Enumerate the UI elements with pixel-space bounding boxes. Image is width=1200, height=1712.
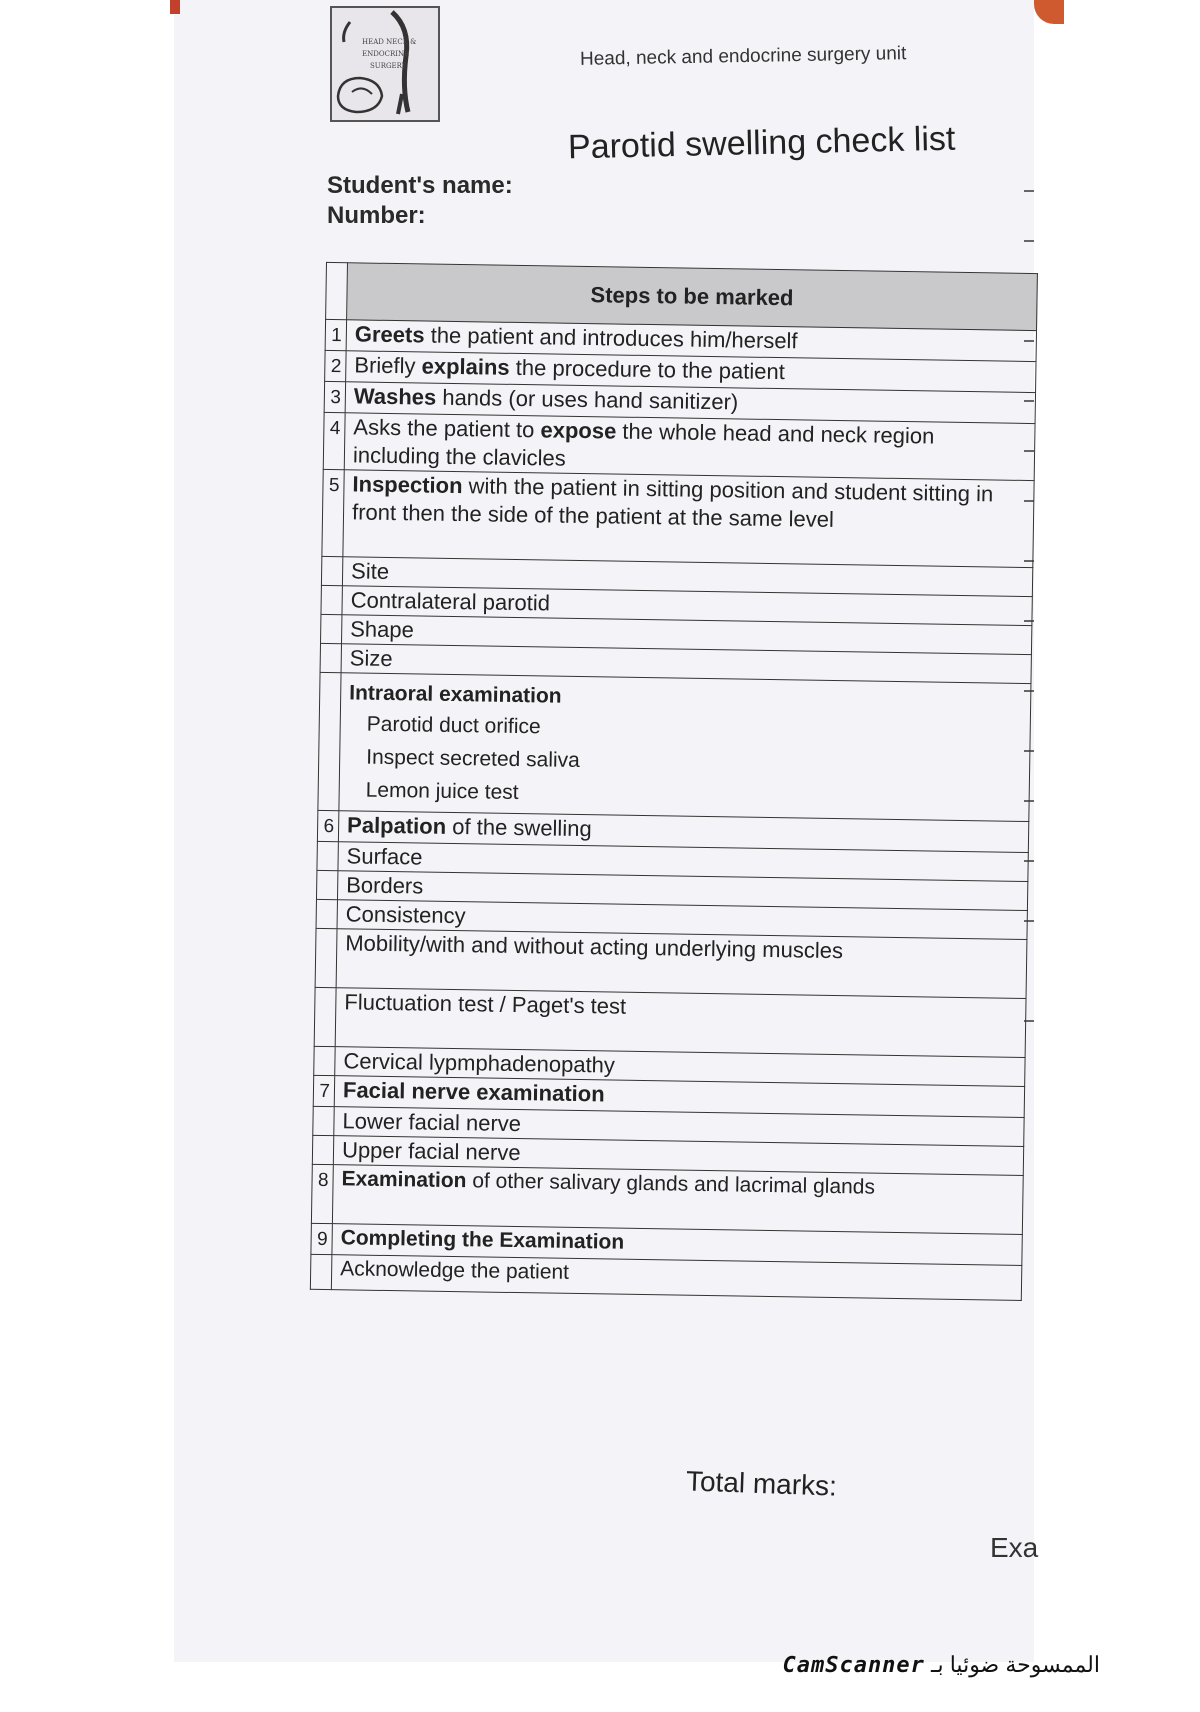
- step-number: [314, 1046, 335, 1075]
- step-number: [316, 899, 337, 928]
- step-text: Washes hands (or uses hand sanitizer): [345, 382, 1035, 424]
- step-number: [316, 870, 337, 899]
- step-text: Size: [341, 644, 1031, 684]
- step-text: Upper facial nerve: [333, 1136, 1023, 1176]
- number-label: Number:: [327, 202, 426, 229]
- table-row: [314, 987, 1026, 1057]
- intraoral-heading: Intraoral examination: [349, 681, 562, 708]
- step-text: Consistency: [337, 900, 1027, 940]
- unit-name: Head, neck and endocrine surgery unit: [579, 43, 907, 70]
- checklist-table: [310, 262, 1038, 1301]
- step-number: 7: [313, 1075, 334, 1106]
- table-row: [322, 469, 1034, 567]
- scanner-brand: CamScanner: [782, 1653, 925, 1678]
- step-text: Mobility/with and without acting underlying muscles: [336, 929, 1027, 999]
- student-name-label: Student's name:: [327, 172, 513, 199]
- step-text: [339, 673, 1031, 822]
- step-text: Facial nerve examination: [334, 1076, 1024, 1118]
- scanner-watermark: [782, 1652, 1100, 1678]
- step-text: Fluctuation test / Paget's test: [335, 988, 1026, 1058]
- sub-item: Inspect secreted saliva: [366, 745, 580, 772]
- step-text: Site: [342, 557, 1032, 597]
- step-text: Completing the Examination: [332, 1224, 1022, 1266]
- step-text: Examination of other salivary glands and lacrimal glands: [332, 1165, 1023, 1235]
- num-header-cell: [326, 262, 348, 319]
- step-text: Lower facial nerve: [334, 1107, 1024, 1147]
- step-text: Briefly explains the procedure to the patient: [346, 351, 1036, 393]
- table-row: [323, 412, 1035, 480]
- step-number: 8: [311, 1164, 333, 1223]
- table-row: [315, 928, 1027, 998]
- step-number: [317, 841, 338, 870]
- examiner-label: Exa: [990, 1532, 1039, 1563]
- total-marks-label: Total marks:: [685, 1465, 838, 1502]
- step-number: [318, 672, 341, 810]
- svg-text:ENDOCRINE: ENDOCRINE: [362, 50, 410, 58]
- svg-text:SURGERY: SURGERY: [370, 62, 407, 70]
- step-number: 9: [311, 1223, 332, 1254]
- sub-item: Lemon juice test: [365, 778, 519, 805]
- step-text: Shape: [342, 615, 1032, 655]
- step-text: Inspection with the patient in sitting position and student sitting in front then the side of the patient at the same level: [343, 470, 1034, 568]
- step-number: 2: [325, 350, 346, 381]
- steps-header: Steps to be marked: [347, 263, 1038, 331]
- sub-item: Parotid duct orifice: [366, 712, 541, 739]
- step-number: [312, 1135, 333, 1164]
- step-text: Cervical lypmphadenopathy: [335, 1047, 1025, 1087]
- step-number: 4: [323, 412, 345, 469]
- step-text: Contralateral parotid: [342, 586, 1032, 626]
- step-number: [310, 1254, 332, 1289]
- step-number: [313, 1106, 334, 1135]
- step-text: Borders: [337, 871, 1027, 911]
- step-number: 1: [325, 319, 346, 350]
- step-number: 6: [317, 810, 338, 841]
- svg-text:HEAD NECK &: HEAD NECK &: [362, 38, 417, 46]
- step-number: [320, 643, 341, 672]
- step-text: Acknowledge the patient: [331, 1255, 1021, 1301]
- step-number: 5: [322, 469, 344, 556]
- step-text: Greets the patient and introduces him/herself: [346, 320, 1036, 362]
- step-text: Asks the patient to expose the whole head and neck region including the clavicles: [344, 413, 1035, 481]
- scanner-arabic-text: الممسوحة ضوئيا بـ: [931, 1652, 1100, 1677]
- table-row: [311, 1164, 1023, 1234]
- step-number: 3: [324, 381, 345, 412]
- step-text: Palpation of the swelling: [338, 811, 1028, 853]
- table-row: [318, 672, 1031, 821]
- step-number: [321, 556, 342, 585]
- step-number: [321, 585, 342, 614]
- step-text: Surface: [338, 842, 1028, 882]
- step-number: [314, 987, 336, 1046]
- page-title: Parotid swelling check list: [567, 119, 956, 167]
- step-number: [315, 928, 337, 987]
- step-number: [321, 614, 342, 643]
